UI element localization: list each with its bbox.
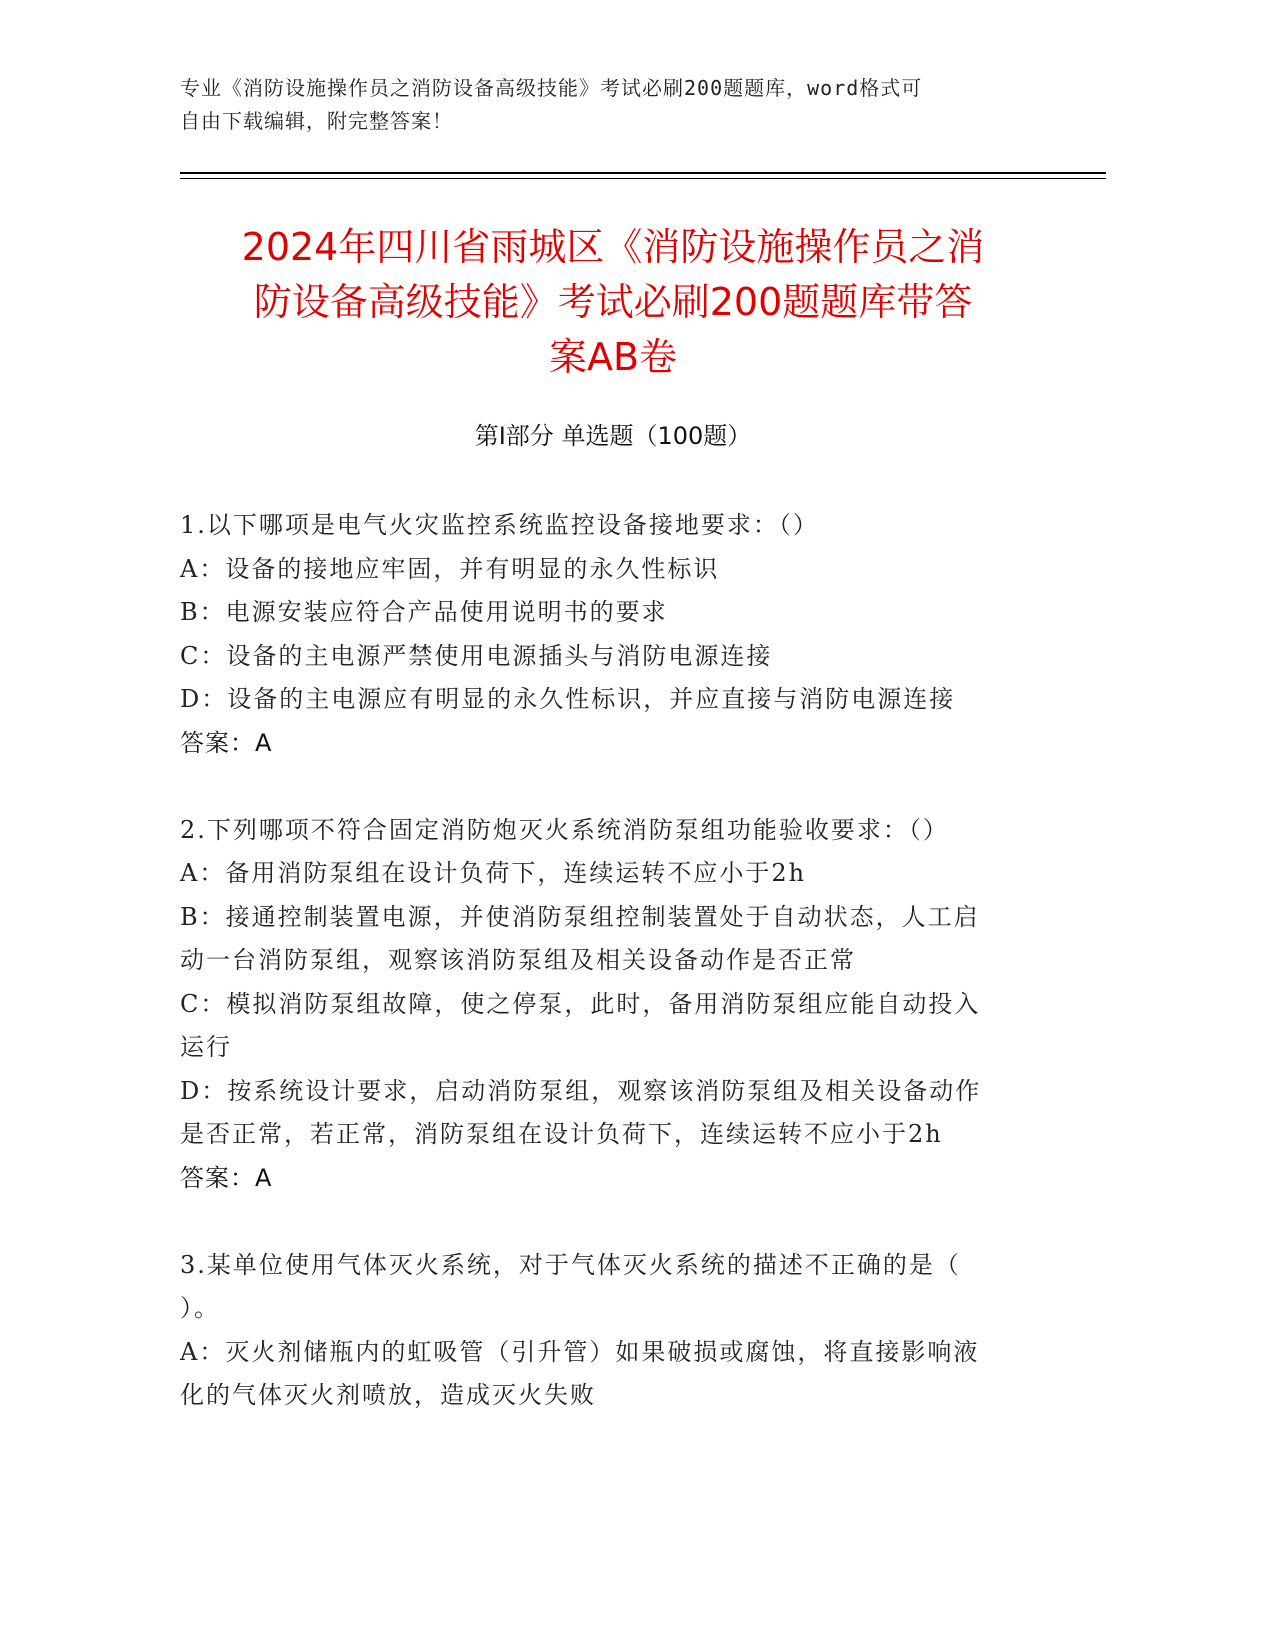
question-stem-continued: ）。: [180, 1294, 220, 1322]
header-divider-thick: [180, 172, 1106, 174]
section-title: 第Ⅰ部分 单选题（100题）: [474, 422, 752, 450]
question-stem: 2.下列哪项不符合固定消防炮灭火系统消防泵组功能验收要求：（）: [180, 815, 949, 844]
question-option-continued: 是否正常，若正常，消防泵组在设计负荷下，连续运转不应小于2h: [180, 1120, 943, 1148]
title-line: 防设备高级技能》考试必刷200题题库带答: [253, 280, 973, 324]
question-option: D：按系统设计要求，启动消防泵组，观察该消防泵组及相关设备动作: [180, 1076, 982, 1105]
question-option: A：灭火剂储瓶内的虹吸管（引升管）如果破损或腐蚀，将直接影响液: [180, 1337, 980, 1366]
question-answer: 答案：A: [180, 1163, 273, 1192]
question-option: A：备用消防泵组在设计负荷下，连续运转不应小于2h: [180, 859, 807, 887]
question-option: C：设备的主电源严禁使用电源插头与消防电源连接: [180, 641, 773, 670]
question-option: B：电源安装应符合产品使用说明书的要求: [180, 598, 668, 626]
header-note: [180, 72, 1080, 138]
question-list: [180, 504, 1040, 1461]
header-note-line: 自由下载编辑，附完整答案！: [180, 109, 453, 133]
question-item: [180, 504, 1040, 765]
document-title: [180, 220, 1046, 385]
question-option-continued: 运行: [180, 1033, 232, 1061]
question-item: [180, 809, 1040, 1201]
question-option-continued: 动一台消防泵组，观察该消防泵组及相关设备动作是否正常: [180, 946, 856, 974]
title-line: 案AB卷: [548, 335, 678, 379]
question-item: [180, 1244, 1040, 1418]
question-stem: 3.某单位使用气体灭火系统，对于气体灭火系统的描述不正确的是（: [180, 1250, 961, 1279]
question-option: B：接通控制装置电源，并使消防泵组控制装置处于自动状态，人工启: [180, 902, 980, 931]
title-line: 2024年四川省雨城区《消防设施操作员之消: [241, 225, 985, 269]
question-stem: 1.以下哪项是电气火灾监控系统监控设备接地要求：（）: [180, 511, 819, 539]
question-option-continued: 化的气体灭火剂喷放，造成灭火失败: [180, 1381, 596, 1409]
question-answer: 答案：A: [180, 728, 273, 757]
header-divider-thin: [180, 178, 1106, 179]
question-option: D：设备的主电源应有明显的永久性标识，并应直接与消防电源连接: [180, 685, 956, 713]
header-note-line: 专业《消防设施操作员之消防设备高级技能》考试必刷200题题库，word格式可: [180, 76, 923, 100]
question-option: C：模拟消防泵组故障，使之停泵，此时，备用消防泵组应能自动投入: [180, 989, 981, 1018]
question-option: A：设备的接地应牢固，并有明显的永久性标识: [180, 554, 720, 583]
